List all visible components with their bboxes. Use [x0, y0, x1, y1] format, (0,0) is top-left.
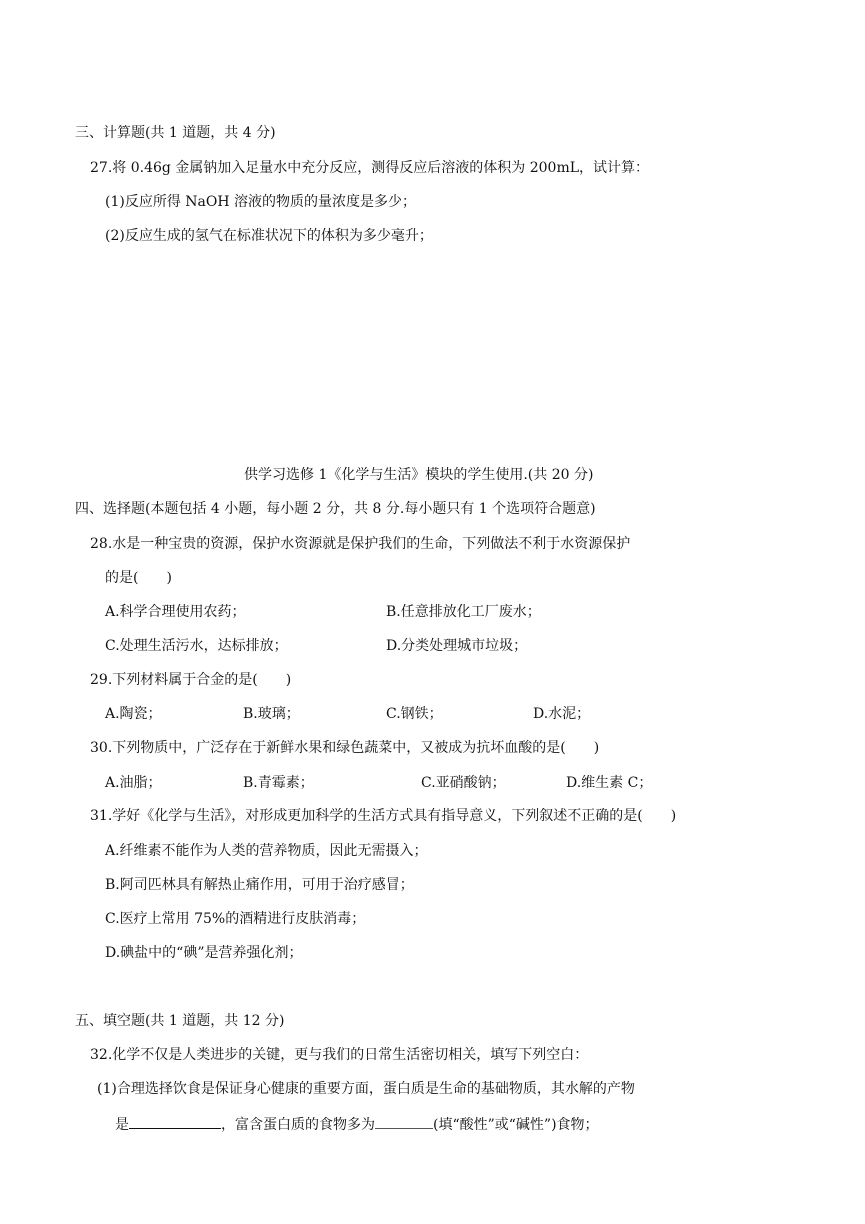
q30-stem: 30.下列物质中，广泛存在于新鲜水果和绿色蔬菜中，又被成为抗坏血酸的是( ): [90, 740, 600, 756]
q29-stem: 29.下列材料属于合金的是( ): [90, 672, 292, 688]
q30-option-a: A.油脂；: [105, 775, 162, 791]
q28-option-a: A.科学合理使用农药；: [105, 604, 246, 620]
q32-part1-line1: (1)合理选择饮食是保证身心健康的重要方面，蛋白质是生命的基础物质，其水解的产物: [97, 1081, 635, 1097]
q31-stem: 31.学好《化学与生活》，对形成更加科学的生活方式具有指导意义，下列叙述不正确的是( ): [90, 808, 677, 824]
q29-option-b: B.玻璃；: [243, 706, 300, 722]
q28-option-b: B.任意排放化工厂废水；: [386, 604, 541, 620]
q32-part1-text-b: ，富含蛋白质的食物多为: [221, 1117, 375, 1133]
module-note: 供学习选修 1《化学与生活》模块的学生使用.(共 20 分): [244, 467, 594, 483]
q29-option-d: D.水泥；: [533, 706, 591, 722]
q32-stem: 32.化学不仅是人类进步的关键，更与我们的日常生活密切相关，填写下列空白：: [90, 1047, 589, 1063]
q27-part1: (1)反应所得 NaOH 溶液的物质的量浓度是多少；: [105, 194, 417, 210]
q31-option-b: B.阿司匹林具有解热止痛作用，可用于治疗感冒；: [105, 877, 414, 893]
q28-stem-line1: 28.水是一种宝贵的资源，保护水资源就是保护我们的生命，下列做法不利于水资源保护: [90, 536, 631, 552]
q31-option-a: A.纤维素不能作为人类的营养物质，因此无需摄入；: [105, 843, 428, 859]
q27-part2: (2)反应生成的氢气在标准状况下的体积为多少毫升；: [105, 228, 433, 244]
q29-option-a: A.陶瓷；: [105, 706, 162, 722]
section3-heading: 三、计算题(共 1 道题，共 4 分): [75, 125, 276, 141]
section5-heading: 五、填空题(共 1 道题，共 12 分): [75, 1013, 285, 1029]
q32-part1-text-c: (填“酸性”或“碱性”)食物；: [433, 1117, 599, 1133]
q27-stem: 27.将 0.46g 金属钠加入足量水中充分反应，测得反应后溶液的体积为 200mL，试计算：: [90, 160, 650, 176]
q30-option-b: B.青霉素；: [243, 775, 314, 791]
answer-blank-hydrolysis-product[interactable]: [129, 1114, 221, 1129]
q28-stem-line2: 的是( ): [105, 570, 172, 586]
q29-option-c: C.钢铁；: [386, 706, 443, 722]
q32-part1-text-a: 是: [115, 1117, 129, 1133]
q30-option-d: D.维生素 C；: [566, 775, 653, 791]
q31-option-c: C.医疗上常用 75%的酒精进行皮肤消毒；: [105, 911, 366, 927]
q30-option-c: C.亚硝酸钠；: [421, 775, 506, 791]
q28-option-d: D.分类处理城市垃圾；: [386, 638, 528, 654]
q28-option-c: C.处理生活污水，达标排放；: [105, 638, 288, 654]
q31-option-d: D.碘盐中的“碘”是营养强化剂；: [105, 945, 303, 961]
section4-heading: 四、选择题(本题包括 4 小题，每小题 2 分，共 8 分.每小题只有 1 个选项符合题意): [75, 501, 596, 517]
q32-part1-line2: [115, 1114, 599, 1134]
answer-blank-food-type[interactable]: [375, 1114, 433, 1129]
